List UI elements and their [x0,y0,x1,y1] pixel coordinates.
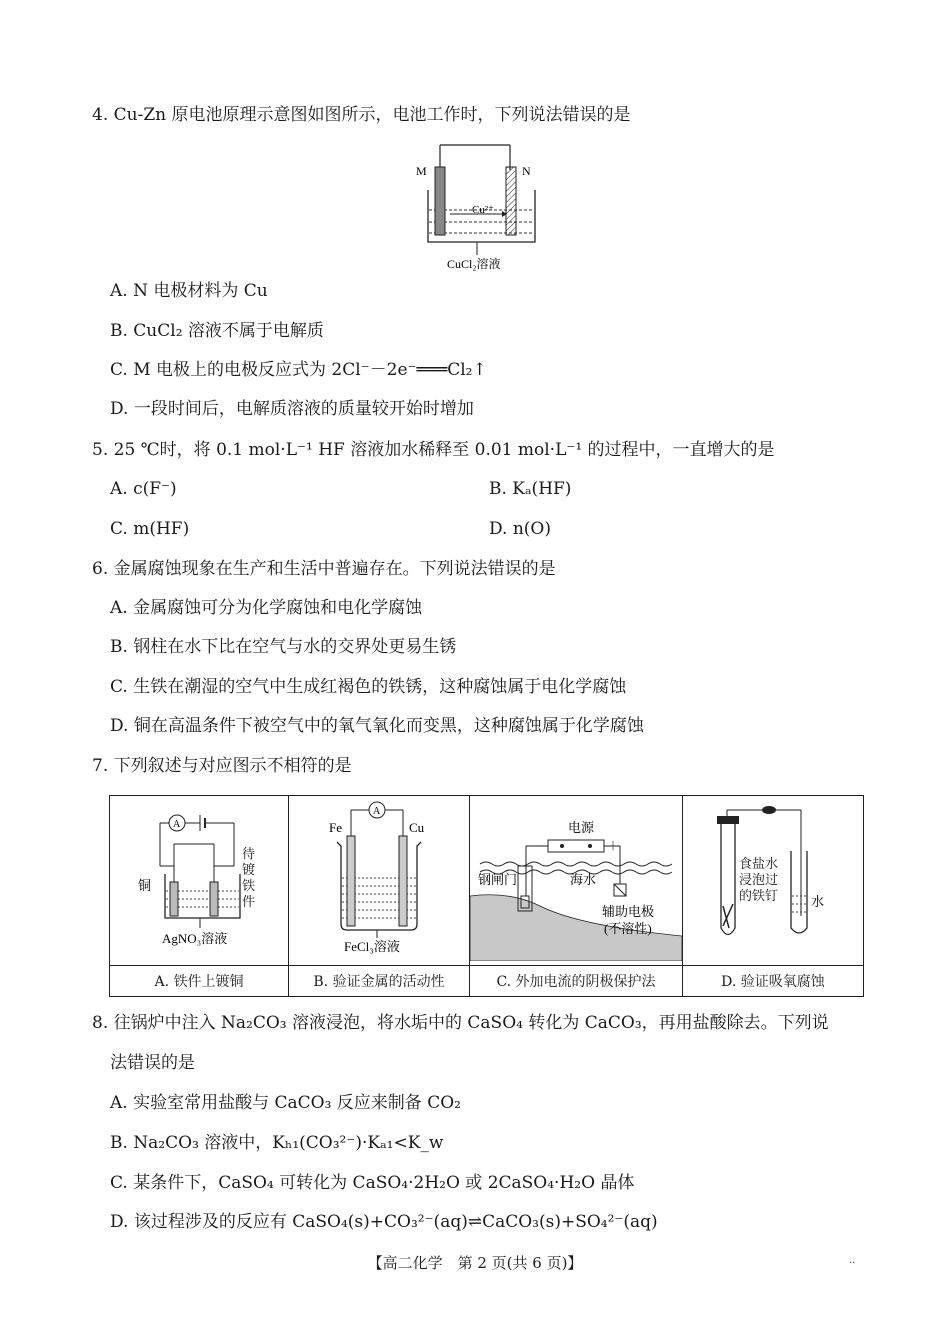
q7-figure-table [109,795,864,997]
panel-c-aux: 辅助电极 [602,904,655,919]
q7-stem: 7. 下列叙述与对应图示不相符的是 [92,756,352,776]
q7-panel-b [289,796,470,966]
q4-label-n: N [522,164,531,178]
corner-mark: ·· [849,1258,856,1269]
panel-a-ammeter: A [173,819,181,830]
q7-panel-c [470,796,683,966]
q8-stem-line1: 8. 往锅炉中注入 Na₂CO₃ 溶液浸泡，将水垢中的 CaSO₄ 转化为 CaCO₃，再用盐酸除去。下列说 [92,1013,829,1033]
panel-b-cu: Cu [409,820,425,835]
panel-c-minus: － [538,839,551,853]
q7-caption-c: C. 外加电流的阴极保护法 [470,966,683,997]
q4-ion-label: Cu²⁺ [472,204,494,216]
q8-option-d: D. 该过程涉及的反应有 CaSO₄(s)+CO₃²⁻(aq)⇌CaCO₃(s)+SO₄²⁻(aq) [110,1212,658,1232]
q7-caption-a: A. 铁件上镀铜 [110,966,289,997]
panel-c-plus: ＋ [607,839,620,853]
panel-b-solution: FeCl₃溶液 [344,939,400,954]
q8-option-c: C. 某条件下，CaSO₄ 可转化为 CaSO₄·2H₂O 或 2CaSO₄·H₂O 晶体 [110,1173,635,1193]
q7-caption-d: D. 验证吸氧腐蚀 [683,966,864,997]
q4-label-m: M [416,164,427,178]
panel-d-water: 水 [811,894,825,909]
q4-option-b: B. CuCl₂ 溶液不属于电解质 [110,321,324,341]
q6-option-a: A. 金属腐蚀可分为化学腐蚀和电化学腐蚀 [110,598,423,618]
q7-caption-b: B. 验证金属的活动性 [289,966,470,997]
panel-b-ammeter: A [373,806,381,817]
q4-option-c: C. M 电极上的电极反应式为 2Cl⁻－2e⁻═══Cl₂↑ [110,360,487,380]
q5-option-d: D. n(O) [489,519,551,539]
q4-cell-diagram [410,140,560,275]
panel-a-copper: 铜 [138,878,152,893]
q6-option-c: C. 生铁在潮湿的空气中生成红褐色的铁锈，这种腐蚀属于电化学腐蚀 [110,677,627,697]
panel-c-power: 电源 [568,820,595,835]
panel-c-sea: 海水 [570,872,597,887]
q5-option-b: B. Kₐ(HF) [489,479,572,499]
panel-d-nail: 食盐水浸泡过的铁钉 [739,856,779,903]
q5-option-c: C. m(HF) [110,519,190,539]
panel-c-aux-note: (不溶性) [604,921,652,936]
q7-panel-a [110,796,289,966]
q6-stem: 6. 金属腐蚀现象在生产和生活中普遍存在。下列说法错误的是 [92,559,556,579]
panel-a-solution: AgNO₃溶液 [162,931,228,946]
q4-solution-label: CuCl₂溶液 [447,257,501,271]
q8-stem-line2: 法错误的是 [110,1053,195,1073]
q4-option-a: A. N 电极材料为 Cu [110,281,268,301]
q4-stem: 4. Cu-Zn 原电池原理示意图如图所示，电池工作时，下列说法错误的是 [92,105,631,125]
q4-option-d: D. 一段时间后，电解质溶液的质量较开始时增加 [110,399,474,419]
page-footer: 【高二化学 第 2 页(共 6 页)】 [367,1254,583,1272]
panel-c-gate: 钢闸门 [478,872,518,887]
panel-b-fe: Fe [329,820,342,835]
q5-stem: 5. 25 ℃时，将 0.1 mol·L⁻¹ HF 溶液加水稀释至 0.01 mol·L⁻¹ 的过程中，一直增大的是 [92,440,775,460]
panel-a-object: 待镀铁件 [242,846,256,909]
q8-option-b: B. Na₂CO₃ 溶液中，Kₕ₁(CO₃²⁻)·Kₐ₁<K_w [110,1133,444,1153]
q5-option-a: A. c(F⁻) [110,479,177,499]
q6-option-b: B. 钢柱在水下比在空气与水的交界处更易生锈 [110,637,457,657]
q7-panel-d [683,796,864,966]
q8-option-a: A. 实验室常用盐酸与 CaCO₃ 反应来制备 CO₂ [110,1093,461,1113]
q6-option-d: D. 铜在高温条件下被空气中的氧气氧化而变黑，这种腐蚀属于化学腐蚀 [110,716,644,736]
